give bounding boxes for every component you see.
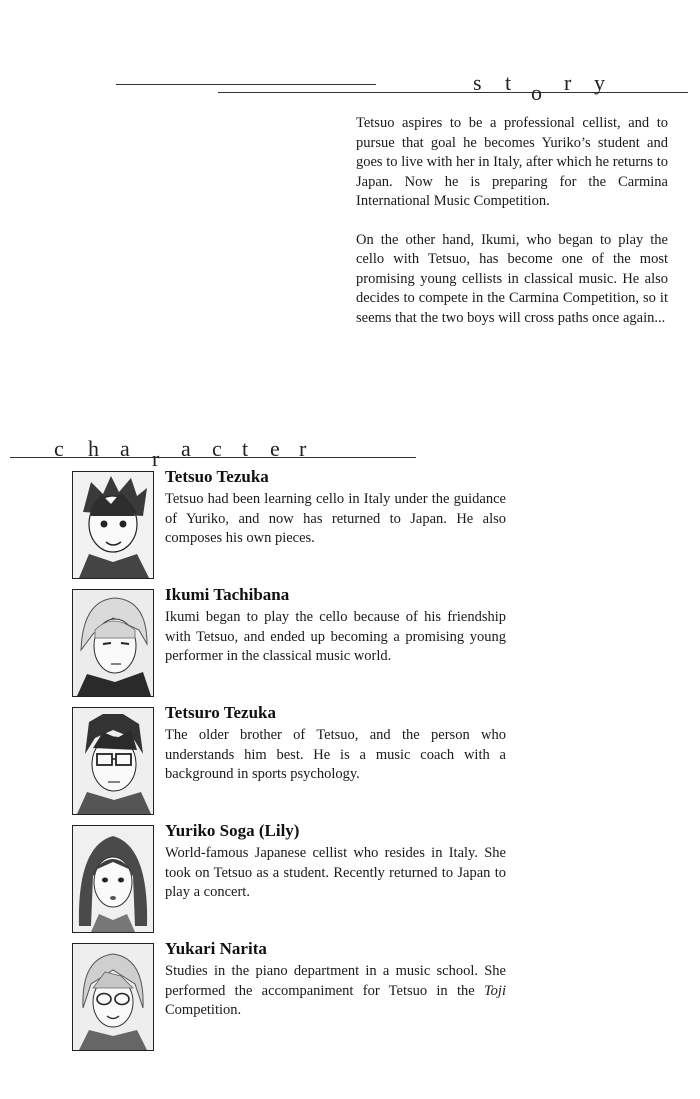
character-description: World-famous Japanese cellist who resides in Italy. She took on Tetsuo as a student. Recently returned to Japan to play a concert. xyxy=(165,845,506,900)
story-letter: r xyxy=(564,70,572,95)
story-letter: y xyxy=(594,70,605,95)
character-entry-tetsuro xyxy=(72,703,506,815)
character-name: Yuriko Soga (Lily) xyxy=(165,821,300,840)
character-letter: c xyxy=(212,436,222,461)
character-entry-yukari xyxy=(72,939,506,1051)
story-letter: t xyxy=(505,70,512,95)
character-description: Ikumi began to play the cello because of his friendship with Tetsuo, and ended up becoming a promising young performer in the classical music world. xyxy=(165,609,506,664)
story-letter: o xyxy=(531,80,542,105)
portrait-tetsuo-icon xyxy=(72,471,154,579)
portrait-tetsuro-icon xyxy=(72,707,154,815)
character-letter: c xyxy=(54,436,64,461)
competition-name: Toji xyxy=(483,982,506,999)
character-description: Tetsuo had been learning cello in Italy under the guidance of Yuriko, and now has returned to Japan. He also composes his own pieces. xyxy=(165,491,506,546)
character-letter: r xyxy=(299,436,307,461)
portrait-yukari-icon xyxy=(72,943,154,1051)
character-entry-yuriko xyxy=(72,821,506,933)
description-text: Competition. xyxy=(165,1002,242,1018)
character-name: Tetsuro Tezuka xyxy=(165,703,277,722)
character-name: Ikumi Tachibana xyxy=(165,585,290,604)
portrait-ikumi-icon xyxy=(72,589,154,697)
character-heading xyxy=(0,0,700,480)
character-description xyxy=(165,962,506,1021)
portrait-yuriko-icon xyxy=(72,825,154,933)
description-text: Studies in the piano department in a music school. She performed the accompaniment for Tetsuo in the xyxy=(165,963,506,999)
character-letter: h xyxy=(88,436,99,461)
story-letter: s xyxy=(473,70,482,95)
character-letter: r xyxy=(152,446,160,471)
character-description: The older brother of Tetsuo, and the person who understands him best. He is a music coach with a background in sports psychology. xyxy=(165,727,506,782)
character-letter: a xyxy=(181,436,191,461)
character-letter: t xyxy=(242,436,249,461)
character-entry-tetsuo xyxy=(72,467,506,579)
character-name: Yukari Narita xyxy=(165,939,267,958)
character-name: Tetsuo Tezuka xyxy=(165,467,269,486)
story-paragraph: Tetsuo aspires to be a professional cellist, and to pursue that goal he becomes Yuriko’s student and goes to live with her in Italy, after which he returns to Japan. Now he is preparing for the Carmina International Music Competition. xyxy=(356,115,668,209)
character-letter: a xyxy=(120,436,130,461)
character-entry-ikumi xyxy=(72,585,506,697)
character-letter: e xyxy=(270,436,280,461)
story-paragraph: On the other hand, Ikumi, who began to play the cello with Tetsuo, has become one of the most promising young cellists in classical music. He also decides to compete in the Carmina Competition, so it seems that the two boys will cross paths once again... xyxy=(356,231,668,326)
